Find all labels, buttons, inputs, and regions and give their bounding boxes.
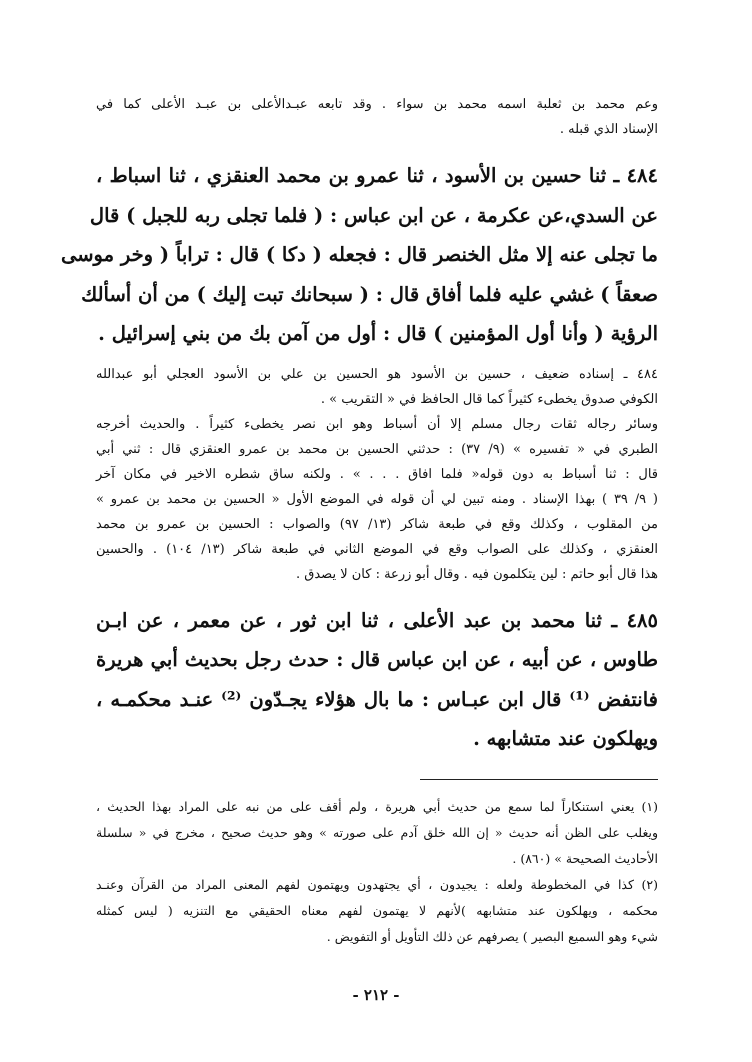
- hadith-485: [96, 601, 658, 759]
- text-line: ما تجلى عنه إلا مثل الخنصر قال : فجعله ( دكا ) قال : تراباً ( وخر موسى: [60, 243, 658, 266]
- footnote-divider: [420, 779, 658, 780]
- text-line: ٤٨٤ ـ إسناده ضعيف ، حسين بن الأسود هو الحسين بن علي بن الأسود العجلي أبو عبدالله: [96, 366, 658, 382]
- text-line: محكمه ، ويهلكون عند متشابهه )لأنهم لا يهتمون لفهم معناه الحقيقي مع التنزيه ( ليس كمثله: [96, 902, 658, 918]
- text-line: عن السدي،عن عكرمة ، عن ابن عباس : ( فلما تجلى ربه للجبل ) قال: [89, 203, 658, 227]
- top-paragraph: [96, 92, 658, 142]
- hadith-484: [60, 156, 658, 354]
- text-line: ( ٩/ ٣٩ ) بهذا الإسناد . ومنه تبين لي أن قوله في الموضع الأول « الحسين بن محمد بن عمرو »: [96, 491, 658, 507]
- footnote-1: [96, 794, 658, 872]
- text-line: ويهلكون عند متشابهه .: [473, 727, 658, 750]
- text-line: الطبري في « تفسيره » (٩/ ٣٧) : حدثني الحسين بن محمد بن عمرو العنقزي قال : ثني أبي: [96, 441, 658, 457]
- text-line: (١) يعني استنكاراً لما سمع من حديث أبي هريرة ، ولم أقف على من نبه على المراد بهذا الحديث ،: [96, 798, 658, 814]
- text-line: ٤٨٤ ـ ثنا حسين بن الأسود ، ثنا عمرو بن محمد العنقزي ، ثنا اسباط ،: [96, 164, 658, 187]
- text-line: ٤٨٥ ـ ثنا محمد بن عبد الأعلى ، ثنا ابن ثور ، عن معمر ، عن ابـن: [96, 608, 658, 632]
- text-line: شيء وهو السميع البصير ) يصرفهم عن ذلك التأويل أو التفويض .: [326, 928, 658, 944]
- text-line: صعقاً ) غشي عليه فلما أفاق قال : ( سبحانك تبت إليك ) من أن أسألك: [81, 282, 658, 306]
- text-line: (٢) كذا في المخطوطة ولعله : يجيدون ، أي يجتهدون ويهتمون لفهم المعنى المراد من القرآن وعنـد: [96, 876, 658, 892]
- text-line: الرؤية ( وأنا أول المؤمنين ) قال : أول من آمن بك من بني إسرائيل .: [98, 322, 658, 345]
- text-line: الكوفي صدوق يخطىء كثيراً كما قال الحافظ في « التقريب » .: [320, 391, 658, 407]
- text-line: الأحاديث الصحيحة » (٨٦٠) .: [512, 850, 658, 866]
- text-line: قال : ثنا أسباط به دون قوله« فلما افاق . . . » . ولكنه ساق شطره الاخير في مكان آخر: [96, 466, 658, 482]
- text-line: العنقزي ، وكذلك على الصواب وقع في الموضع الثاني في طبعة شاكر (١٣/ ١٠٤) . والحسين: [96, 541, 658, 557]
- commentary-484: [96, 362, 658, 587]
- page-number: - ٢١٢ -: [352, 986, 400, 1004]
- text-line: من المقلوب ، وكذلك وقع في طبعة شاكر (١٣/ ٩٧) والصواب : الحسين بن عمرو بن محمد: [96, 516, 658, 532]
- text-line: وعم محمد بن ثعلبة اسمه محمد بن سواء . وقد تابعه عبـدالأعلى بن عبـد الأعلى كما في: [96, 97, 658, 112]
- footnote-2: [96, 872, 658, 950]
- text-line: الإسناد الذي قبله .: [559, 122, 658, 137]
- text-line: وسائر رجاله ثقات رجال مسلم إلا أن أسباط وهو ابن نصر يخطىء كثيراً . والحديث أخرجه: [96, 416, 658, 432]
- text-line: طاوس ، عن أبيه ، عن ابن عباس قال : حدث رجل بحديث أبي هريرة: [96, 648, 658, 671]
- text-line: فانتفض ⁽¹⁾ قال ابن عبـاس : ما بال هؤلاء يجـدّون ⁽²⁾ عنـد محكمـه ،: [96, 687, 658, 711]
- text-line: هذا قال أبو حاتم : لين يتكلمون فيه . وقال أبو زرعة : كان لا يصدق .: [296, 566, 658, 582]
- text-line: ويغلب على الظن أنه حديث « إن الله خلق آدم على صورته » وهو حديث صحيح ، مخرج في « سلسلة: [96, 824, 658, 840]
- page-body: [60, 92, 658, 950]
